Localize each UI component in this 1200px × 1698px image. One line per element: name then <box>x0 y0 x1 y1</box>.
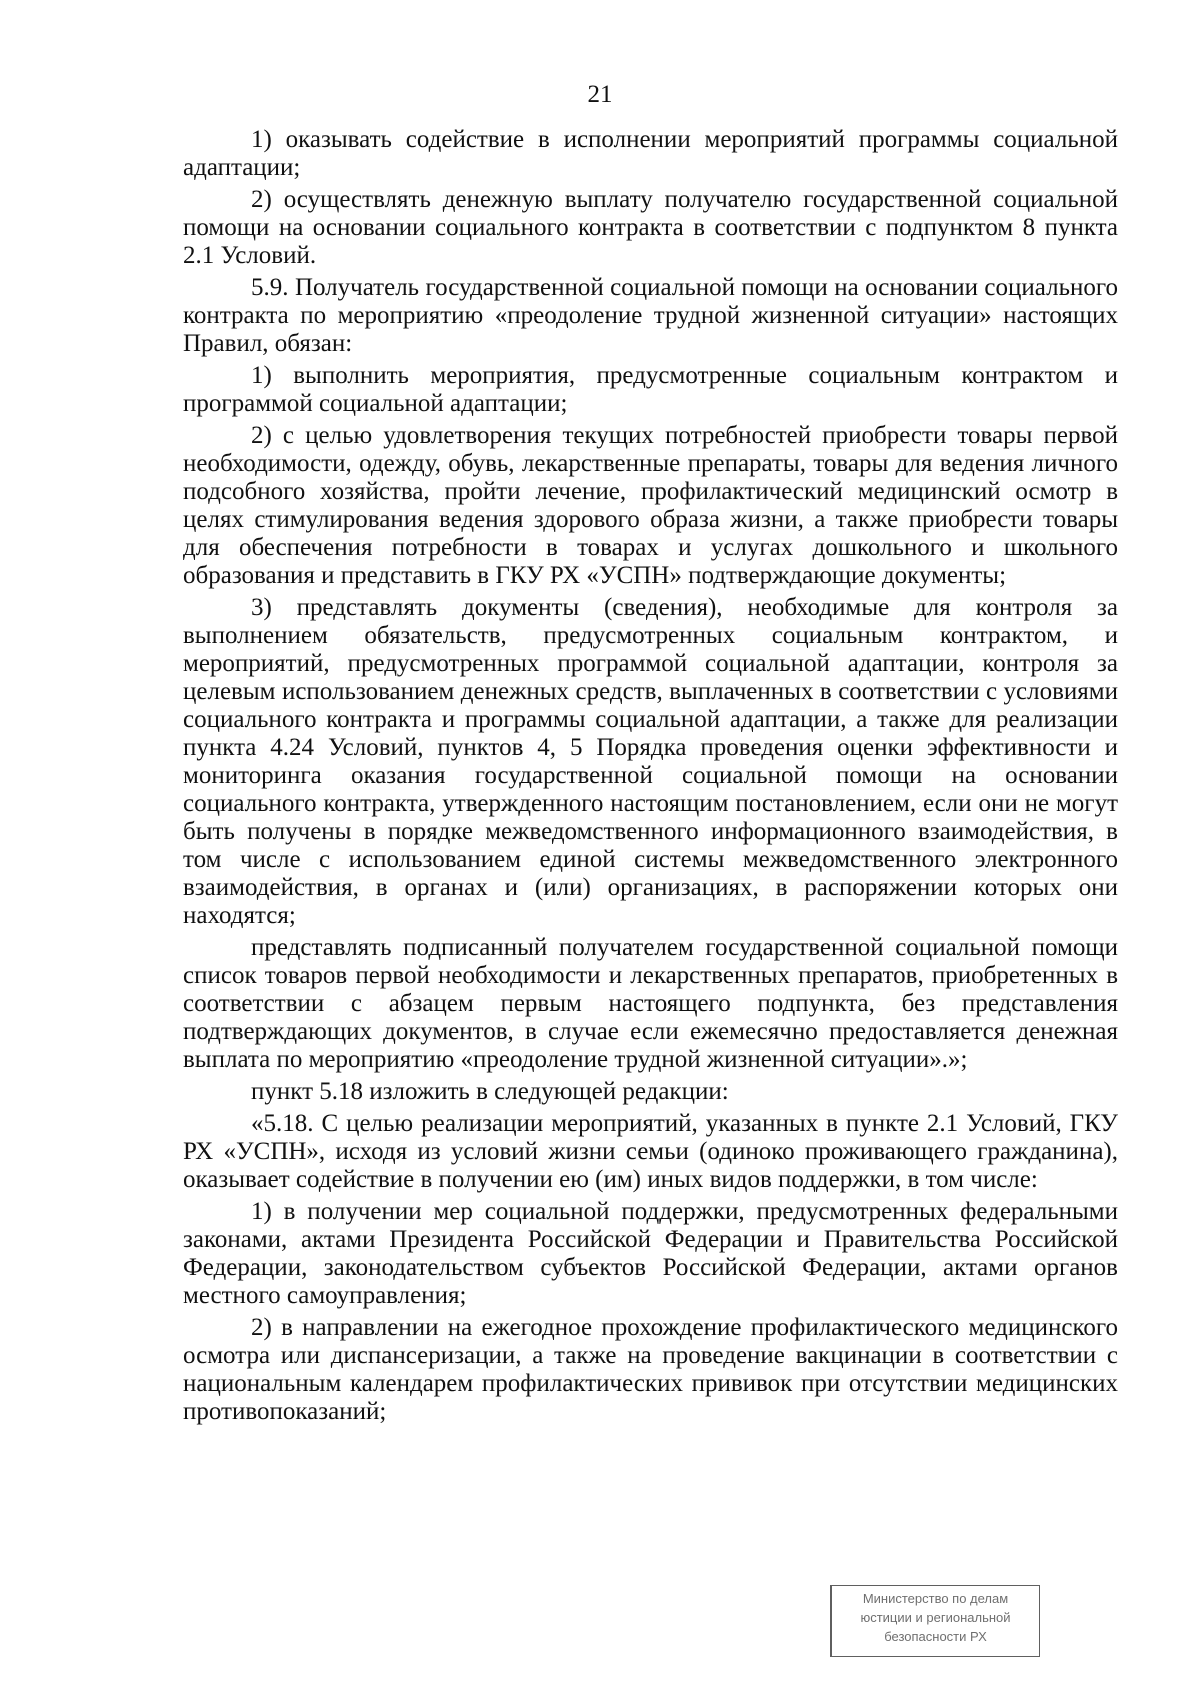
paragraph: 2) осуществлять денежную выплату получателю государственной социальной помощи на основании социального контракта в соответствии с подпунктом 8 пункта 2.1 Условий. <box>183 186 1118 269</box>
document-body <box>183 126 1118 1430</box>
paragraph: 1) оказывать содействие в исполнении мероприятий программы социальной адаптации; <box>183 126 1118 181</box>
paragraph: 1) выполнить мероприятия, предусмотренные социальным контрактом и программой социальной адаптации; <box>183 362 1118 417</box>
paragraph: 3) представлять документы (сведения), необходимые для контроля за выполнением обязательств, предусмотренных социальным контрактом, и мероприятий, предусмотренных программой социальной адаптации, контроля за целевым использованием денежных средств, выплаченных в соответствии с условиями социального контракта и программы социальной адаптации, а также для реализации пункта 4.24 Условий, пунктов 4, 5 Порядка проведения оценки эффективности и мониторинга оказания государственной социальной помощи на основании социального контракта, утвержденного настоящим постановлением, если они не могут быть получены в порядке межведомственного информационного взаимодействия, в том числе с использованием единой системы межведомственного электронного взаимодействия, в органах и (или) организациях, в распоряжении которых они находятся; <box>183 594 1118 929</box>
paragraph: 2) с целью удовлетворения текущих потребностей приобрести товары первой необходимости, одежду, обувь, лекарственные препараты, товары для ведения личного подсобного хозяйства, пройти лечение, профилактический медицинский осмотр в целях стимулирования ведения здорового образа жизни, а также приобрести товары для обеспечения потребности в товарах и услугах дошкольного и школьного образования и представить в ГКУ РХ «УСПН» подтверждающие документы; <box>183 422 1118 589</box>
ministry-stamp <box>830 1585 1040 1657</box>
stamp-line: Министерство по делам <box>862 1591 1009 1606</box>
paragraph: 1) в получении мер социальной поддержки, предусмотренных федеральными законами, актами Президента Российской Федерации и Правительства Российской Федерации, законодательством субъектов Российской Федерации, актами органов местного самоуправления; <box>183 1198 1118 1309</box>
paragraph: 5.9. Получатель государственной социальной помощи на основании социального контракта по мероприятию «преодоление трудной жизненной ситуации» настоящих Правил, обязан: <box>183 274 1118 357</box>
paragraph: представлять подписанный получателем государственной социальной помощи список товаров первой необходимости и лекарственных препаратов, приобретенных в соответствии с абзацем первым настоящего подпункта, без представления подтверждающих документов, в случае если ежемесячно предоставляется денежная выплата по мероприятию «преодоление трудной жизненной ситуации».»; <box>183 934 1118 1073</box>
stamp-line: юстиции и региональной <box>860 1610 1011 1625</box>
paragraph: 2) в направлении на ежегодное прохождение профилактического медицинского осмотра или диспансеризации, а также на проведение вакцинации в соответствии с национальным календарем профилактических прививок при отсутствии медицинских противопоказаний; <box>183 1314 1118 1425</box>
page-number: 21 <box>587 81 613 108</box>
paragraph: пункт 5.18 изложить в следующей редакции: <box>251 1078 729 1105</box>
stamp-line: безопасности РХ <box>884 1629 987 1644</box>
paragraph: «5.18. С целью реализации мероприятий, указанных в пункте 2.1 Условий, ГКУ РХ «УСПН», исходя из условий жизни семьи (одиноко проживающего гражданина), оказывает содействие в получении ею (им) иных видов поддержки, в том числе: <box>183 1110 1118 1193</box>
